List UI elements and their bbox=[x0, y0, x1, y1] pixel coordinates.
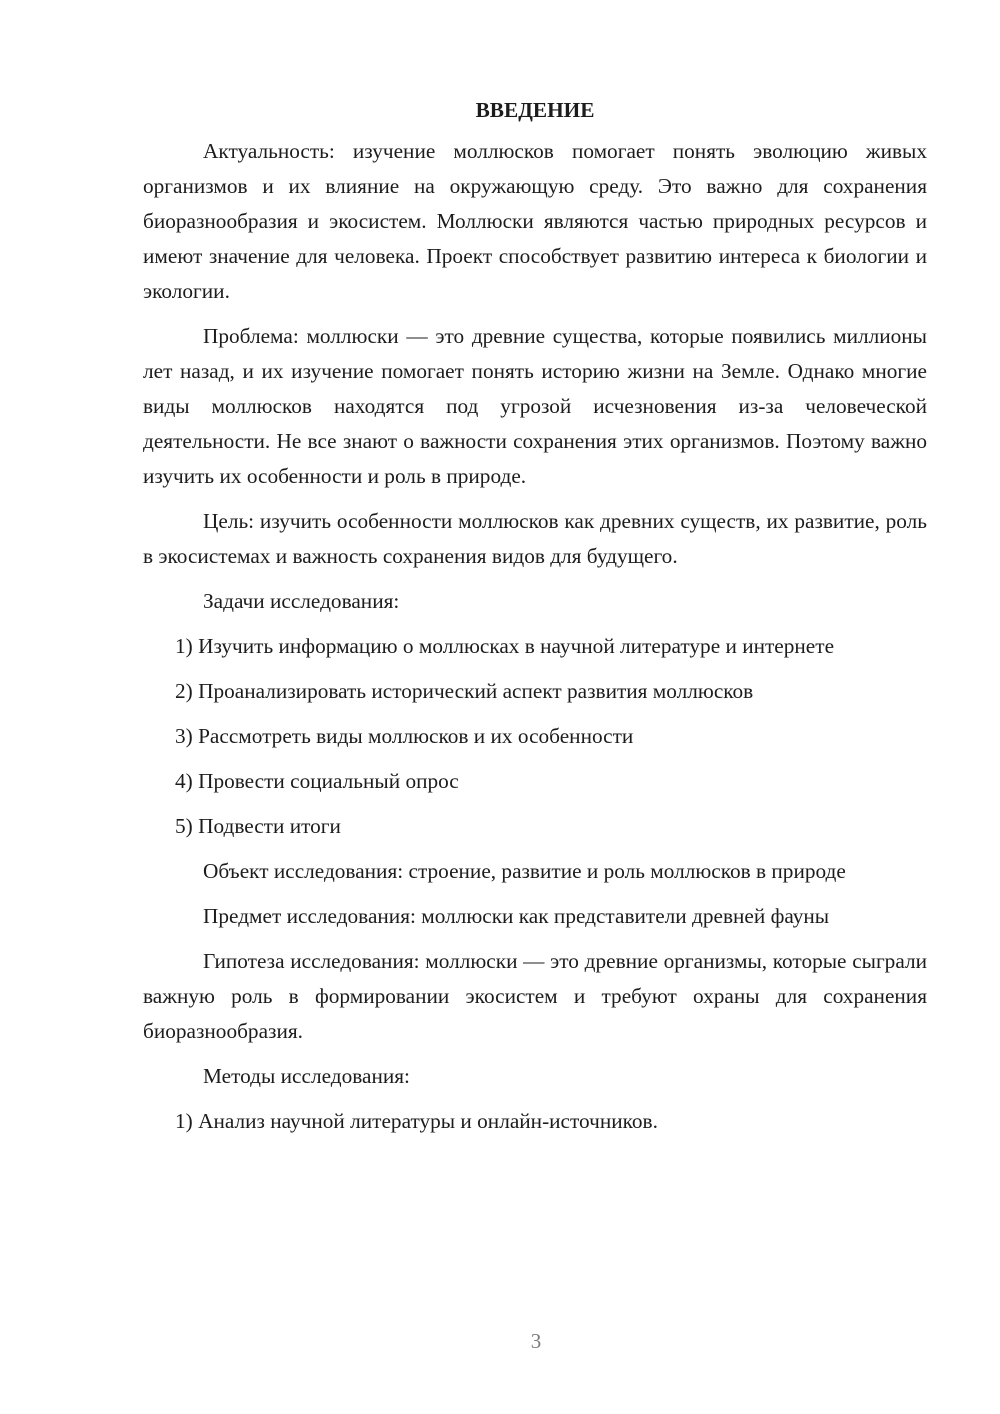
list-item: 2) Проанализировать исторический аспект развития моллюсков bbox=[175, 679, 754, 703]
paragraph-hypothesis: Гипотеза исследования: моллюски — это древние организмы, которые сыграли важную роль в формировании экосистем и требуют охраны для сохранения биоразнообразия. bbox=[143, 949, 927, 1043]
methods-list bbox=[143, 1104, 927, 1139]
list-item: 3) Рассмотреть виды моллюсков и их особенности bbox=[175, 724, 634, 748]
list-item: 4) Провести социальный опрос bbox=[175, 769, 459, 793]
paragraph-object: Объект исследования: строение, развитие и роль моллюсков в природе bbox=[203, 859, 846, 883]
page-content bbox=[143, 93, 927, 1149]
paragraph-goal: Цель: изучить особенности моллюсков как древних существ, их развитие, роль в экосистемах и важность сохранения видов для будущего. bbox=[143, 509, 927, 568]
section-title: ВВЕДЕНИЕ bbox=[475, 98, 595, 122]
paragraph-subject: Предмет исследования: моллюски как представители древней фауны bbox=[203, 904, 830, 928]
list-item: 1) Анализ научной литературы и онлайн-источников. bbox=[175, 1109, 658, 1133]
list-item: 1) Изучить информацию о моллюсках в научной литературе и интернете bbox=[175, 634, 835, 658]
paragraph-relevance: Актуальность: изучение моллюсков помогает понять эволюцию живых организмов и их влияние на окружающую среду. Это важно для сохранения биоразнообразия и экосистем. Моллюски являются частью природных ресурсов и имеют значение для человека. Проект способствует развитию интереса к биологии и экологии. bbox=[143, 139, 927, 303]
tasks-list bbox=[143, 629, 927, 844]
tasks-heading: Задачи исследования: bbox=[203, 589, 400, 613]
methods-heading: Методы исследования: bbox=[203, 1064, 410, 1088]
page-number: 3 bbox=[530, 1329, 542, 1353]
paragraph-problem: Проблема: моллюски — это древние существа, которые появились миллионы лет назад, и их изучение помогает понять историю жизни на Земле. Однако многие виды моллюсков находятся под угрозой исчезновения из-за человеческой деятельности. Не все знают о важности сохранения этих организмов. Поэтому важно изучить их особенности и роль в природе. bbox=[143, 324, 927, 488]
list-item: 5) Подвести итоги bbox=[175, 814, 341, 838]
